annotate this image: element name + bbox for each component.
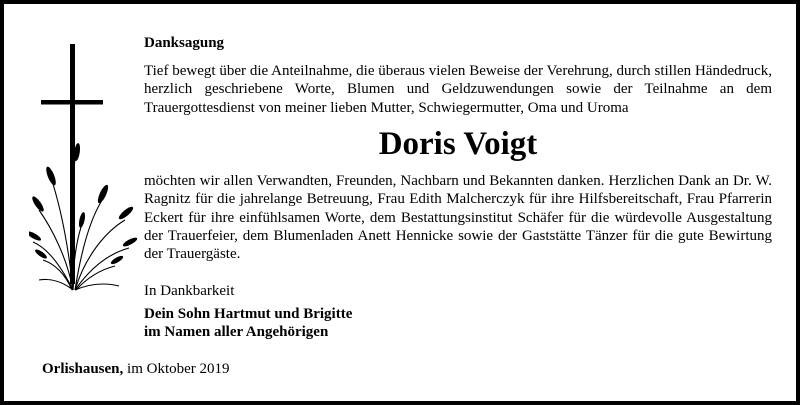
closing-line: In Dankbarkeit: [144, 283, 235, 299]
cross-icon: [41, 44, 103, 284]
deceased-name: Doris Voigt: [378, 126, 538, 162]
cross-with-wheat-icon: [29, 42, 139, 294]
signer-line-2: im Namen aller Angehörigen: [144, 324, 329, 340]
place: Orlishausen,: [42, 361, 124, 377]
heading-danksagung: Danksagung: [144, 35, 225, 51]
thanks-paragraph: möchten wir allen Verwandten, Freunden, Nachbarn und Bekannten danken. Herzlichen Dank an Dr. W. Ragnitz für die jahrelange Betreuung, Frau Edith Malcherczyk für ihre Hilfsbereitschaft, Frau Pfarrerin Eckert für ihre einfühlsamen Worte, dem Bestattungsinstitut Schäfer für die würdevolle Ausgestaltung der Trauerfeier, dem Blumenladen Anett Hennicke sowie der Gaststätte Tänzer für die gute Bewirtung der Trauergäste.: [144, 173, 772, 263]
place-date-line: [42, 361, 230, 378]
date: im Oktober 2019: [127, 361, 230, 377]
intro-paragraph: Tief bewegt über die Anteilnahme, die überaus vielen Beweise der Verehrung, durch stillen Händedruck, herzlich geschriebene Worte, Blumen und Geldzuwendungen sowie der Teilnahme an dem Trauergottesdienst von meiner lieben Mutter, Schwiegermutter, Oma und Uroma: [144, 63, 772, 116]
signer-line-1: Dein Sohn Hartmut und Brigitte: [144, 306, 353, 322]
